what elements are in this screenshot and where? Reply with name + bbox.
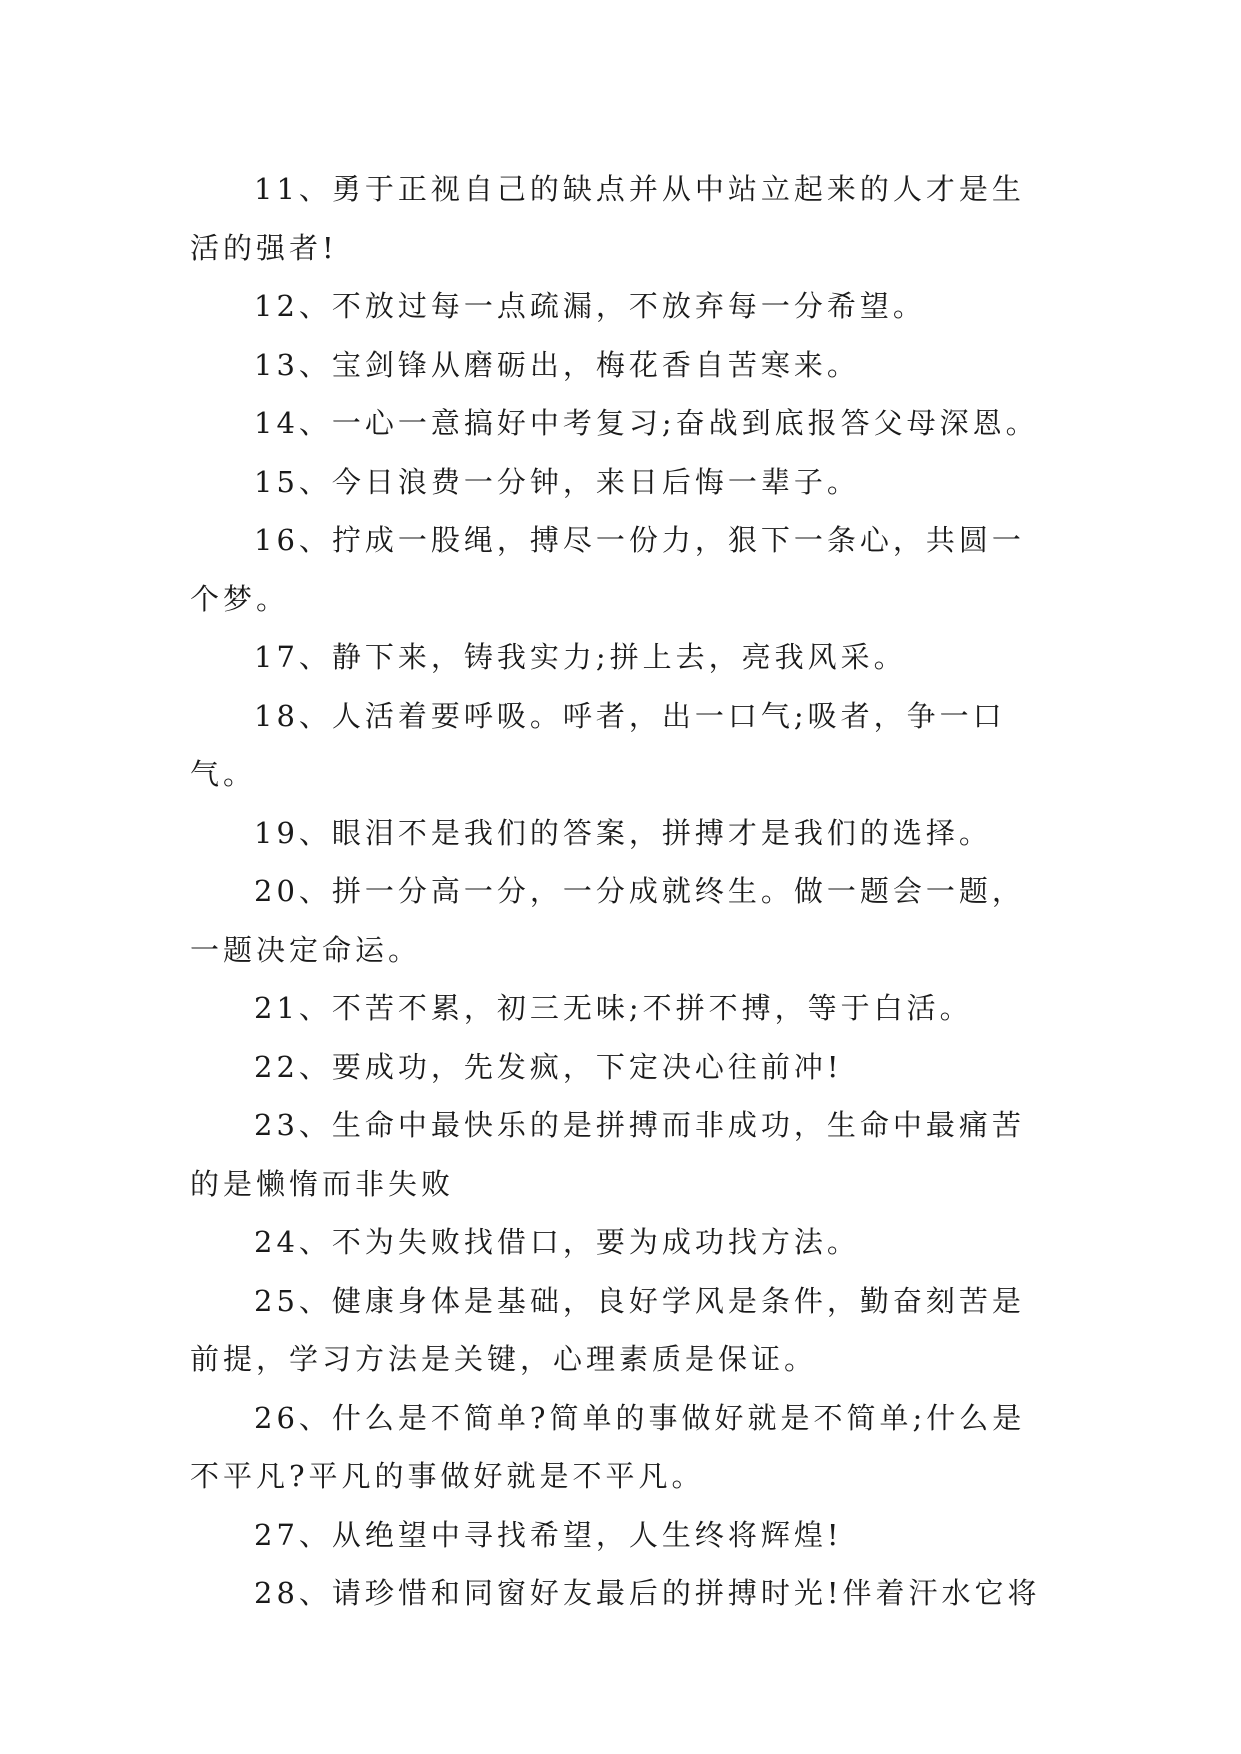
paragraph-17: 17、静下来，铸我实力;拼上去，亮我风采。	[254, 640, 907, 674]
paragraph-16: 16、拧成一股绳，搏尽一份力，狠下一条心，共圆一个梦。	[190, 523, 1025, 616]
paragraph-22: 22、要成功，先发疯，下定决心往前冲!	[254, 1049, 843, 1084]
paragraph-26: 26、什么是不简单?简单的事做好就是不简单;什么是不平凡?平凡的事做好就是不平凡。	[190, 1400, 1026, 1493]
paragraph-12: 12、不放过每一点疏漏，不放弃每一分希望。	[254, 289, 926, 323]
paragraph-15: 15、今日浪费一分钟，来日后悔一辈子。	[254, 464, 860, 499]
paragraph-11: 11、勇于正视自己的缺点并从中站立起来的人才是生活的强者!	[190, 172, 1025, 265]
paragraph-28: 28、请珍惜和同窗好友最后的拼搏时光!伴着汗水它将	[254, 1576, 1041, 1610]
paragraph-27: 27、从绝望中寻找希望，人生终将辉煌!	[254, 1517, 843, 1552]
paragraph-25: 25、健康身体是基础，良好学风是条件，勤奋刻苦是前提，学习方法是关键，心理素质是保证。	[190, 1283, 1025, 1376]
paragraph-20: 20、拼一分高一分，一分成就终生。做一题会一题，一题决定命运。	[190, 874, 1025, 967]
paragraph-23: 23、生命中最快乐的是拼搏而非成功，生命中最痛苦的是懒惰而非失败	[190, 1108, 1025, 1201]
paragraph-13: 13、宝剑锋从磨砺出，梅花香自苦寒来。	[254, 347, 860, 382]
paragraph-14: 14、一心一意搞好中考复习;奋战到底报答父母深恩。	[254, 406, 1039, 440]
paragraph-19: 19、眼泪不是我们的答案，拼搏才是我们的选择。	[254, 815, 992, 850]
paragraph-18: 18、人活着要呼吸。呼者，出一口气;吸者，争一口气。	[190, 698, 1006, 791]
paragraph-24: 24、不为失败找借口，要为成功找方法。	[254, 1225, 860, 1259]
paragraph-21: 21、不苦不累，初三无味;不拼不搏，等于白活。	[254, 991, 973, 1025]
document-body	[190, 160, 1050, 1623]
